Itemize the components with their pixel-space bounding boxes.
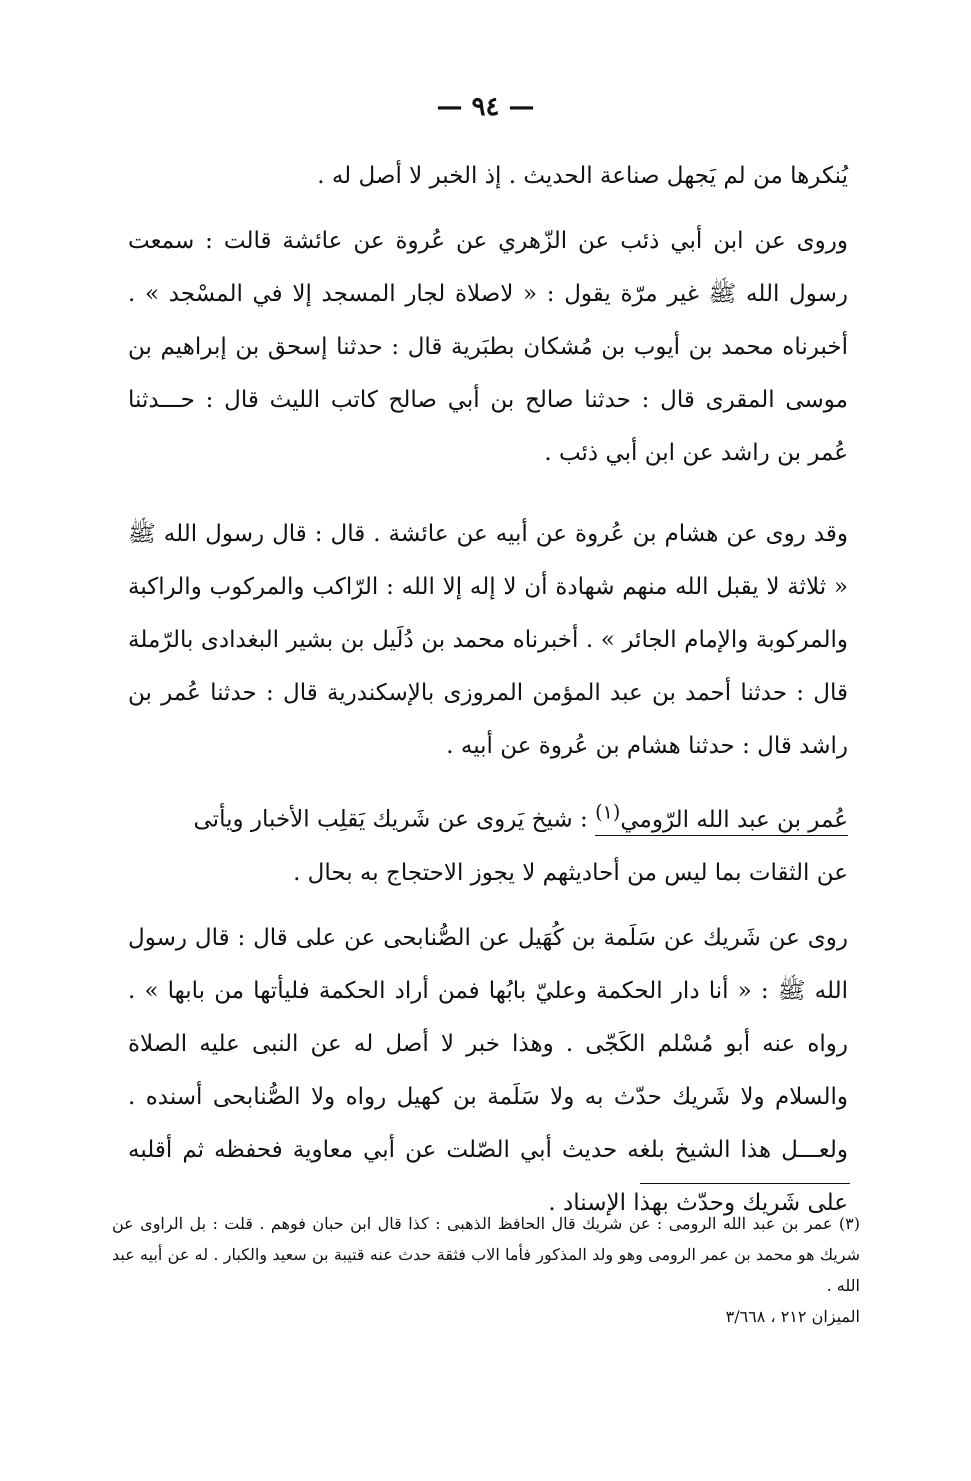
- entry-heading-text: : شيخ يَروى عن شَريك يَقلِب الأخبار ويأتى: [193, 806, 588, 833]
- entry-name-text: عُمر بن عبد الله الرّومي: [620, 806, 848, 833]
- paragraph-4: عن الثقات بما ليس من أحاديثهم لا يجوز الاحتجاج به بحال .: [293, 859, 848, 886]
- body-text: [128, 150, 848, 1230]
- paragraph-5: روى عن شَريك عن سَلَمة بن كُهَيل عن الصُّنابحى عن على قال : قال رسول الله ﷺ : « أنا دار الحكمة وعليّ بابُها فمن أراد الحكمة فليأتها من بابها » . رواه عنه أبو مُسْلم الكَجّى . وهذا خبر لا أصل له عن النبى عليه الصلاة والسلام ولا شَريك حدّث به ولا سَلَمة بن كهيل رواه ولا الصُّنابحى أسنده . ولعـــل هذا الشيخ بلغه حديث أبي الصّلت عن أبي معاوية فحفظه ثم أقلبه على شَريك وحدّث بهذا الإسناد .: [128, 924, 848, 1216]
- footnote-mark: (١): [595, 800, 621, 823]
- footnote-divider: [640, 1183, 850, 1184]
- paragraph-2: وروى عن ابن أبي ذئب عن الزّهري عن عُروة عن عائشة قالت : سمعت رسول الله ﷺ غير مرّة يقول : « لاصلاة لجار المسجد إلا في المسْجد » . أخبرناه محمد بن أيوب بن مُشكان بطبَرية قال : حدثنا إسحق بن إبراهيم بن موسى المقرى قال : حدثنا صالح بن أبي صالح كاتب الليث قال : حـــدثنا عُمر بن راشد عن ابن أبي ذئب .: [128, 228, 848, 466]
- footnote-reference: الميزان ٢١٢ ، ٣/٦٦٨: [725, 1307, 860, 1326]
- paragraph-1: يُنكرها من لم يَجهل صناعة الحديث . إذ الخبر لا أصل له .: [317, 163, 848, 189]
- footnote-1: (٣) عمر بن عبد الله الرومى : عن شريك قال الحافظ الذهبى : كذا قال ابن حبان فوهم . قلت : بل الراوى عن شريك هو محمد بن عمر الرومى وهو ولد المذكور فأما الاب فثقة حدث عنه قتيبة بن سعيد والكبار . له عن أبيه عبد الله .: [112, 1214, 860, 1295]
- paragraph-3: وقد روى عن هشام بن عُروة عن أبيه عن عائشة . قال : قال رسول الله ﷺ « ثلاثة لا يقبل الله منهم شهادة أن لا إله إلا الله : الرّاكب والمركوب والراكبة والمركوبة والإمام الجائر » . أخبرناه محمد بن دُلَيل بن بشير البغدادى بالرّملة قال : حدثنا أحمد بن عبد المؤمن المروزى بالإسكندرية قال : حدثنا عُمر بن راشد قال : حدثنا هشام بن عُروة عن أبيه .: [128, 521, 848, 759]
- footnotes: [112, 1208, 860, 1332]
- entry-name: [595, 800, 848, 836]
- page-number: — ٩٤ —: [436, 92, 535, 122]
- entry-heading: [128, 785, 848, 847]
